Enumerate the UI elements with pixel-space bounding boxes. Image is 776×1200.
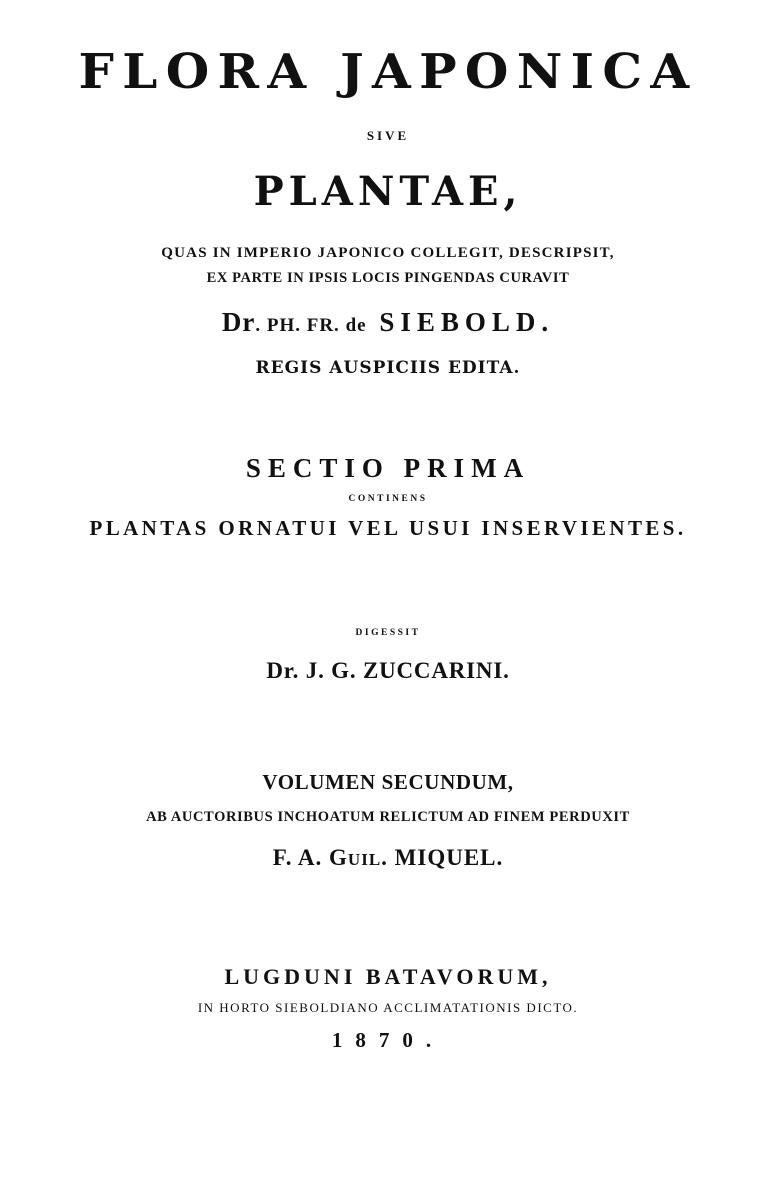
editor-guil: UIL (347, 850, 382, 869)
author-initials: . PH. FR. (255, 315, 346, 336)
author-name: SIEBOLD. (366, 307, 555, 337)
editor-name: . MIQUEL. (381, 845, 504, 870)
plantas-line: PLANTAS ORNATUI VEL USUI INSERVIENTES. (89, 516, 687, 540)
publisher-line: IN HORTO SIEBOLDIANO ACCLIMATATIONIS DICTO. (197, 1000, 579, 1015)
regis-auspiciis: REGIS AUSPICIIS EDITA. (255, 358, 521, 378)
author-de: de (345, 315, 367, 336)
book-title: FLORA JAPONICA (78, 44, 698, 100)
volume-heading: VOLUMEN SECUNDUM, (262, 770, 514, 794)
coauthor-name: . J. G. ZUCCARINI. (292, 658, 510, 683)
sectio-heading: SECTIO PRIMA (245, 453, 531, 483)
place-line: LUGDUNI BATAVORUM, (224, 964, 552, 989)
coauthor-dr: Dr (266, 658, 293, 683)
plantae-heading: PLANTAE, (253, 168, 523, 215)
description-line-2: EX PARTE IN IPSIS LOCIS PINGENDAS CURAVIT (206, 270, 570, 286)
year-line: 1870. (331, 1028, 445, 1052)
author-line (0, 309, 776, 336)
description-line-1: QUAS IN IMPERIO JAPONICO COLLEGIT, DESCRIPSIT, (161, 245, 615, 261)
ab-auctoribus-line: AB AUCTORIBUS INCHOATUM RELICTUM AD FINEM PERDUXIT (146, 809, 630, 825)
continens-label: CONTINENS (348, 494, 428, 504)
editor-prefix: F. A. G (272, 845, 348, 870)
coauthor-line (0, 659, 776, 682)
digessit-label: DIGESSIT (355, 628, 421, 638)
author-dr: Dr (221, 307, 256, 337)
editor-line (0, 846, 776, 869)
sive-connector: SIVE (366, 128, 410, 143)
